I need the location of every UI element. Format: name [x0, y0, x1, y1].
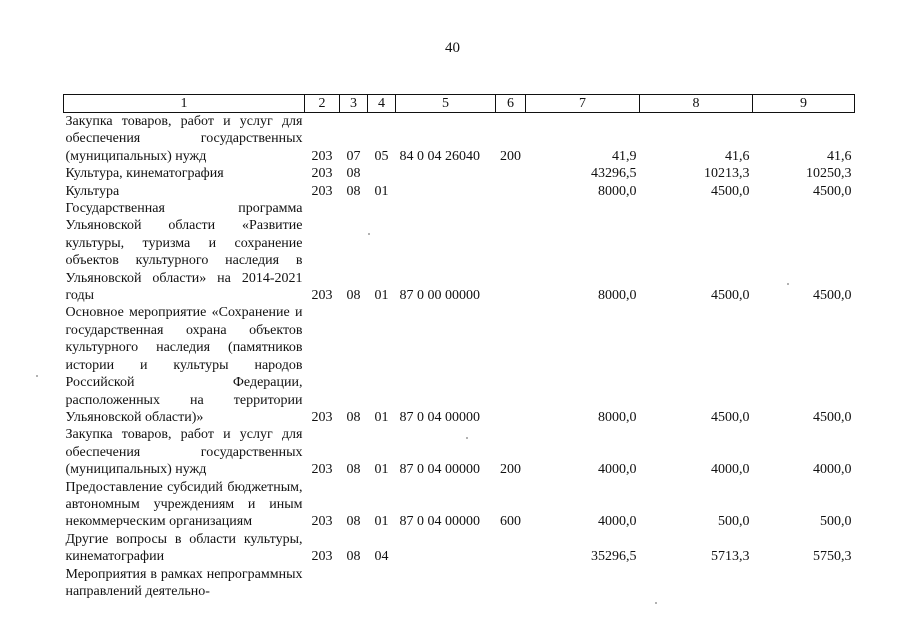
row-code-2: 203: [311, 148, 333, 164]
page-number: 40: [445, 40, 460, 56]
row-code-5: 87 0 04 00000: [399, 409, 480, 425]
header-row: [64, 95, 855, 113]
row-code-4: 01: [374, 514, 389, 530]
row-code-5: [396, 165, 496, 182]
row-value-7: 8000,0: [598, 409, 637, 425]
scan-speck: [36, 375, 38, 377]
row-code-4: 01: [374, 183, 389, 199]
row-code-6: [496, 304, 526, 426]
header-cell-7: 7: [526, 95, 640, 113]
header-cell-4: 4: [368, 95, 396, 113]
row-code-4: [368, 165, 396, 182]
table-row: [64, 531, 855, 566]
row-code-4: 01: [374, 288, 389, 304]
row-code-6: 200: [500, 148, 521, 164]
row-code-2: 203: [311, 183, 333, 199]
row-code-2: 203: [311, 288, 333, 304]
row-value-9: 10250,3: [806, 166, 852, 182]
row-value-8: 4500,0: [711, 409, 750, 425]
row-value-9: [753, 566, 855, 601]
row-code-6: 200: [500, 462, 521, 478]
row-code-3: 08: [346, 549, 361, 565]
table-row: [64, 566, 855, 601]
row-value-7: 4000,0: [598, 462, 637, 478]
table-body: [64, 113, 855, 601]
table-row: [64, 200, 855, 304]
row-code-2: 203: [311, 549, 333, 565]
row-value-8: 4500,0: [711, 183, 750, 199]
row-name: Другие вопросы в области культуры, кинематографии: [65, 531, 303, 565]
header-cell-9: 9: [753, 95, 855, 113]
table-row: [64, 304, 855, 426]
row-code-6: [496, 183, 526, 200]
header-cell-8: 8: [640, 95, 753, 113]
row-code-3: 08: [346, 514, 361, 530]
row-name: Предоставление субсидий бюджетным, автономным учреждениям и иным некоммерческим организациям: [65, 479, 303, 530]
table-row: [64, 183, 855, 200]
row-code-4: 01: [374, 462, 389, 478]
row-code-5: [396, 531, 496, 566]
row-value-9: 4500,0: [813, 288, 852, 304]
row-name: Закупка товаров, работ и услуг для обеспечения государственных (муниципальных) нужд: [65, 114, 303, 164]
table-row: [64, 479, 855, 531]
row-value-8: 4500,0: [711, 288, 750, 304]
row-value-9: 41,6: [827, 148, 852, 164]
row-name: Мероприятия в рамках непрограммных направлений деятельно-: [65, 566, 303, 599]
scan-speck: [368, 233, 370, 235]
row-value-7: 41,9: [612, 148, 637, 164]
row-value-7: 35296,5: [591, 549, 637, 565]
row-code-6: [496, 200, 526, 304]
row-code-2: 203: [311, 166, 333, 182]
row-value-9: 500,0: [820, 514, 852, 530]
row-code-4: [368, 566, 396, 601]
scan-speck: [787, 283, 789, 285]
header-cell-1: 1: [64, 95, 305, 113]
row-name: Закупка товаров, работ и услуг для обеспечения государственных (муниципальных) нужд: [65, 427, 303, 478]
row-value-9: 4500,0: [813, 409, 852, 425]
row-value-9: 4500,0: [813, 183, 852, 199]
row-code-6: [496, 566, 526, 601]
row-value-8: 41,6: [725, 148, 750, 164]
row-value-8: 500,0: [718, 514, 750, 530]
row-value-7: 4000,0: [598, 514, 637, 530]
row-value-8: [640, 566, 753, 601]
row-code-3: 08: [346, 288, 361, 304]
row-code-5: [396, 566, 496, 601]
row-value-8: 10213,3: [704, 166, 750, 182]
table-row: [64, 426, 855, 478]
row-code-4: 05: [374, 148, 389, 164]
row-value-7: 8000,0: [598, 288, 637, 304]
row-code-5: 87 0 00 00000: [399, 288, 480, 304]
row-name: Культура: [65, 183, 120, 199]
row-code-5: [396, 183, 496, 200]
row-code-3: [340, 566, 368, 601]
row-code-6: [496, 165, 526, 182]
row-code-2: [305, 566, 340, 601]
row-code-4: 01: [374, 409, 389, 425]
table-row: [64, 165, 855, 182]
row-name: Основное мероприятие «Сохранение и государственная охрана объектов культурного наследия (памятников истории и культуры народов Российской Федерации, расположенных на территории Ульяновской области)»: [65, 305, 303, 425]
row-code-6: [496, 531, 526, 566]
header-cell-2: 2: [305, 95, 340, 113]
row-value-8: 5713,3: [711, 549, 750, 565]
row-code-3: 08: [346, 462, 361, 478]
table-row: [64, 113, 855, 166]
row-name: Культура, кинематография: [65, 166, 224, 182]
row-code-5: 87 0 04 00000: [399, 462, 480, 478]
row-value-7: [526, 566, 640, 601]
header-cell-6: 6: [496, 95, 526, 113]
row-code-3: 08: [346, 409, 361, 425]
row-value-7: 43296,5: [591, 166, 637, 182]
row-value-8: 4000,0: [711, 462, 750, 478]
row-code-4: 04: [374, 549, 389, 565]
row-code-6: 600: [500, 514, 521, 530]
row-code-3: 08: [346, 166, 361, 182]
row-code-2: 203: [311, 462, 333, 478]
row-code-5: 87 0 04 00000: [399, 514, 480, 530]
row-code-2: 203: [311, 409, 333, 425]
budget-table: [63, 94, 855, 600]
row-name: Государственная программа Ульяновской области «Развитие культуры, туризма и сохранение объектов культурного наследия в Ульяновской области» на 2014-2021 годы: [65, 201, 303, 304]
row-value-7: 8000,0: [598, 183, 637, 199]
row-value-9: 5750,3: [813, 549, 852, 565]
row-code-3: 07: [346, 148, 361, 164]
row-value-9: 4000,0: [813, 462, 852, 478]
scan-speck: [655, 602, 657, 604]
row-code-2: 203: [311, 514, 333, 530]
header-cell-5: 5: [396, 95, 496, 113]
row-code-3: 08: [346, 183, 361, 199]
scan-speck: [466, 437, 468, 439]
header-cell-3: 3: [340, 95, 368, 113]
row-code-5: 84 0 04 26040: [399, 148, 480, 164]
